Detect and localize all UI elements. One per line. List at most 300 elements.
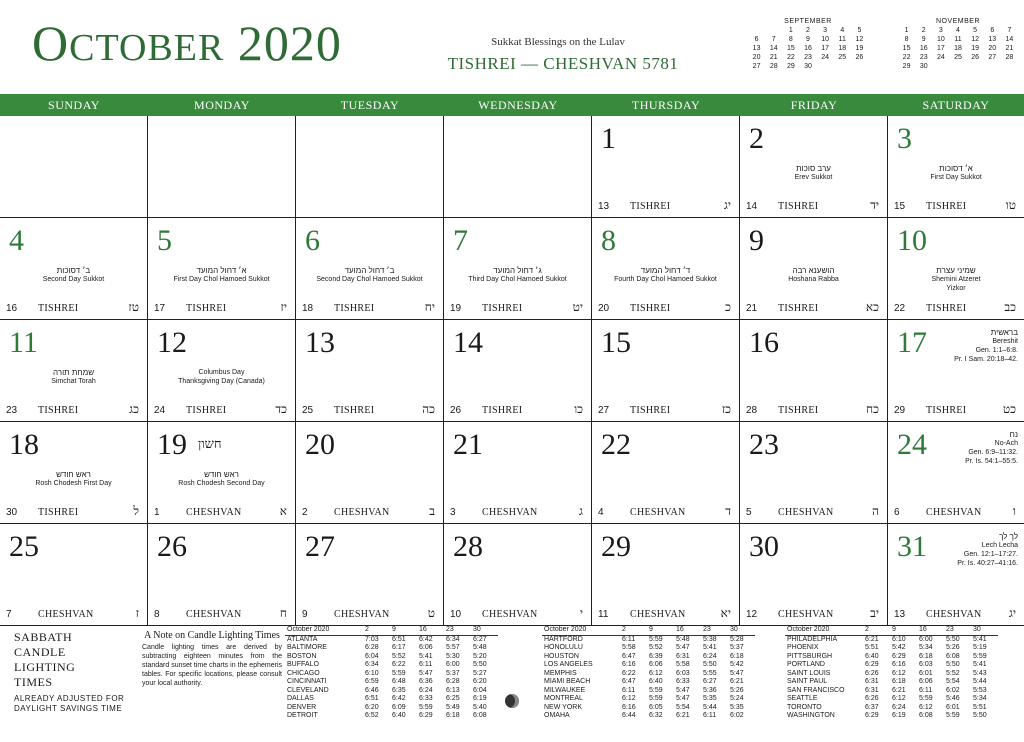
candle-time: 6:24 xyxy=(703,652,717,660)
hebrew-day-number: 14 xyxy=(746,201,758,212)
mini-calendar-title: SEPTEMBER xyxy=(784,18,832,25)
hebrew-day-letter: ג xyxy=(579,504,583,518)
candle-header-cell: 16 xyxy=(674,626,701,635)
hebrew-day-letter: כב xyxy=(1004,300,1016,314)
hebrew-day-number: 17 xyxy=(154,303,166,314)
day-cell[interactable] xyxy=(740,524,888,626)
hebrew-day-number: 4 xyxy=(598,507,604,518)
hebrew-day-number: 18 xyxy=(302,303,314,314)
event-hebrew: בראשית xyxy=(990,328,1018,337)
day-cell[interactable] xyxy=(148,320,296,422)
event-info xyxy=(4,368,143,386)
day-number: 8 xyxy=(601,224,616,257)
candle-time: 5:53 xyxy=(973,686,987,694)
hebrew-day-letter: יט xyxy=(572,300,583,314)
day-cell[interactable] xyxy=(592,320,740,422)
candle-time: 6:03 xyxy=(919,661,933,668)
mini-calendar-day: 20 xyxy=(752,54,761,61)
candle-time: 6:21 xyxy=(676,712,690,719)
weekday-bar xyxy=(0,94,1024,116)
city-name: MILWAUKEE xyxy=(544,686,586,694)
candle-table-row xyxy=(542,653,755,662)
candle-time: 6:29 xyxy=(892,652,906,660)
candle-time: 6:10 xyxy=(892,635,906,643)
candle-header-cell: 9 xyxy=(647,626,674,635)
day-cell[interactable] xyxy=(888,116,1024,218)
day-number: 27 xyxy=(305,530,335,563)
candle-table-row xyxy=(785,678,998,687)
day-cell[interactable] xyxy=(740,422,888,524)
mini-calendar-week xyxy=(898,35,1018,44)
mini-calendar-day: 6 xyxy=(990,27,995,34)
event-info xyxy=(300,266,439,284)
hebrew-month-name: CHESHVAN xyxy=(926,507,982,518)
day-cell[interactable] xyxy=(0,524,148,626)
day-cell[interactable] xyxy=(148,218,296,320)
city-name: PORTLAND xyxy=(787,661,825,668)
candle-time: 5:51 xyxy=(865,644,879,651)
candle-table-row xyxy=(542,678,755,687)
day-cell[interactable] xyxy=(740,320,888,422)
candle-time: 6:12 xyxy=(892,695,906,702)
city-name: TORONTO xyxy=(787,703,822,711)
candle-time: 6:44 xyxy=(622,712,636,719)
hebrew-day-number: 8 xyxy=(154,609,160,620)
mini-calendar-day: 7 xyxy=(1007,27,1012,34)
day-cell[interactable] xyxy=(592,524,740,626)
day-cell[interactable] xyxy=(888,320,1024,422)
hebrew-months: TISHREI — CHESHVAN 5781 xyxy=(447,54,679,73)
mini-calendar-day: 6 xyxy=(754,36,759,43)
candle-header-cell: 23 xyxy=(944,626,971,635)
city-name: LOS ANGELES xyxy=(544,661,593,668)
hebrew-day-number: 29 xyxy=(894,405,906,416)
hebrew-day-letter: כז xyxy=(721,402,731,416)
hebrew-month-name: CHESHVAN xyxy=(926,609,982,620)
candle-note-body: Candle lighting times are derived by subtracting eighteen minutes from the standard sunset time charts in the ephemeris tables. For specific locations, please consult your local authority. xyxy=(142,644,282,687)
hebrew-month-name: CHESHVAN xyxy=(630,609,686,620)
hebrew-date xyxy=(746,402,879,417)
hebrew-date xyxy=(302,300,435,315)
hebrew-month-name: CHESHVAN xyxy=(778,507,834,518)
city-name: DETROIT xyxy=(287,712,318,719)
candle-table-header xyxy=(285,626,498,635)
hebrew-day-letter: כט xyxy=(1002,402,1016,416)
candle-time: 5:35 xyxy=(703,695,717,702)
event-name: Columbus Day xyxy=(198,369,245,376)
candle-table-header xyxy=(542,626,755,635)
mini-calendar-week xyxy=(748,62,868,71)
hebrew-day-letter: ל xyxy=(133,504,139,518)
candle-time: 6:10 xyxy=(365,669,379,677)
candle-time: 6:16 xyxy=(622,661,636,668)
month-title xyxy=(32,14,342,72)
day-number: 17 xyxy=(897,326,927,359)
day-cell[interactable] xyxy=(592,422,740,524)
event-info xyxy=(744,266,883,284)
candle-time: 6:42 xyxy=(392,695,406,702)
day-number: 25 xyxy=(9,530,39,563)
day-cell[interactable] xyxy=(740,218,888,320)
sabbath-candle-box xyxy=(14,630,139,714)
hebrew-date xyxy=(598,198,731,213)
candle-note-title: A Note on Candle Lighting Times xyxy=(144,630,280,641)
mini-calendar-day: 25 xyxy=(954,54,962,61)
mini-calendar-day: 8 xyxy=(904,36,909,43)
day-number: 31 xyxy=(897,530,927,563)
event-info xyxy=(4,266,143,284)
candle-time: 5:19 xyxy=(973,644,987,651)
mini-calendar-day: 3 xyxy=(823,27,828,34)
mini-calendar-day: 11 xyxy=(838,36,846,43)
candle-time: 6:31 xyxy=(865,686,879,694)
candle-table-row xyxy=(285,712,498,721)
candle-time: 6:05 xyxy=(649,703,663,711)
day-cell[interactable] xyxy=(740,116,888,218)
event-hebrew: ג׳ דחול המועד xyxy=(493,266,542,275)
hebrew-month-name: CHESHVAN xyxy=(334,507,390,518)
day-number: 19 xyxy=(157,428,187,461)
day-cell[interactable] xyxy=(296,320,444,422)
day-cell[interactable] xyxy=(444,524,592,626)
hebrew-month-name: TISHREI xyxy=(778,201,819,212)
hebrew-day-letter: ח xyxy=(279,606,287,620)
candle-time: 5:48 xyxy=(473,644,487,651)
hebrew-day-number: 2 xyxy=(302,507,308,518)
candle-time: 5:48 xyxy=(676,635,690,643)
hebrew-month-name: CHESHVAN xyxy=(334,609,390,620)
candle-table-row xyxy=(542,670,755,679)
candle-header-cell: 16 xyxy=(417,626,444,635)
mini-calendar-day xyxy=(984,62,1001,71)
hebrew-day-number: 23 xyxy=(6,405,18,416)
title-initial: O xyxy=(32,15,70,71)
hebrew-month-name: TISHREI xyxy=(630,303,671,314)
candle-table-row xyxy=(285,653,498,662)
candle-time: 6:40 xyxy=(649,678,663,685)
hebrew-day-letter: כד xyxy=(275,402,287,416)
candle-time: 5:41 xyxy=(703,644,717,651)
candle-time: 5:34 xyxy=(919,644,933,651)
candle-time: 6:46 xyxy=(365,686,379,694)
candle-time: 6:11 xyxy=(622,635,636,643)
city-name: MIAMI BEACH xyxy=(544,678,591,685)
candle-time: 6:00 xyxy=(919,635,933,643)
hebrew-day-number: 30 xyxy=(6,507,18,518)
mini-calendar-day: 21 xyxy=(1005,45,1014,52)
event-detail: Pr. I Sam. 20:18–42. xyxy=(954,356,1018,363)
title-year: 2020 xyxy=(237,15,342,71)
candle-time: 6:18 xyxy=(446,712,460,719)
day-number: 15 xyxy=(601,326,631,359)
candle-time: 5:51 xyxy=(973,703,987,711)
candle-time: 5:36 xyxy=(703,686,717,694)
candle-time: 5:59 xyxy=(419,703,433,711)
day-cell[interactable] xyxy=(444,422,592,524)
day-cell[interactable] xyxy=(296,422,444,524)
event-name: Fourth Day Chol Hamoed Sukkot xyxy=(614,276,717,283)
event-name: Second Day Chol Hamoed Sukkot xyxy=(316,276,423,283)
hebrew-date xyxy=(450,504,583,519)
mini-calendar-day: 12 xyxy=(971,36,980,43)
candle-time: 6:20 xyxy=(365,703,379,711)
hebrew-date xyxy=(598,606,731,621)
candle-time: 6:22 xyxy=(392,661,406,668)
candle-table-row xyxy=(542,644,755,653)
event-detail: Gen. 6:9–11:32. xyxy=(968,449,1018,456)
candle-time: 6:12 xyxy=(649,669,663,677)
mini-calendar-day xyxy=(834,62,851,71)
candle-table-row xyxy=(285,635,498,644)
mini-calendar-day: 29 xyxy=(786,63,795,70)
candle-table-row xyxy=(542,695,755,704)
candle-table-row xyxy=(785,712,998,721)
mini-calendar-day xyxy=(1001,62,1018,71)
candle-table-row xyxy=(542,712,755,721)
candle-time: 6:18 xyxy=(919,652,933,660)
candle-time: 6:26 xyxy=(865,669,879,677)
day-number: 24 xyxy=(897,428,927,461)
mini-calendar-day: 11 xyxy=(954,36,962,43)
day-cell[interactable] xyxy=(444,320,592,422)
candle-time: 5:42 xyxy=(730,661,744,668)
day-cell[interactable] xyxy=(148,422,296,524)
candle-lighting-section xyxy=(0,626,1024,742)
candle-time: 6:29 xyxy=(865,661,879,668)
hebrew-date xyxy=(894,402,1016,417)
candle-time: 6:52 xyxy=(365,712,379,719)
candle-time: 6:48 xyxy=(392,678,406,685)
candle-time: 6:31 xyxy=(676,652,690,660)
candle-time: 6:01 xyxy=(919,669,933,677)
hebrew-day-letter: ז xyxy=(135,606,139,620)
candle-time: 6:28 xyxy=(446,678,460,685)
hebrew-month-name: TISHREI xyxy=(778,405,819,416)
candle-header-cell: 9 xyxy=(390,626,417,635)
empty-day-cell xyxy=(444,116,592,218)
event-name: Rosh Chodesh Second Day xyxy=(178,480,265,487)
candle-table-row xyxy=(542,704,755,713)
candle-header-cell: October 2020 xyxy=(285,626,363,635)
mini-calendar-day: 18 xyxy=(954,45,962,52)
candle-time: 5:47 xyxy=(419,669,433,677)
mini-calendar-week xyxy=(748,53,868,62)
day-cell[interactable] xyxy=(592,116,740,218)
event-hebrew: ערב סוכות xyxy=(796,164,831,173)
hebrew-day-number: 25 xyxy=(302,405,314,416)
day-cell[interactable] xyxy=(296,524,444,626)
candle-time: 6:18 xyxy=(730,652,744,660)
hebrew-day-number: 20 xyxy=(598,303,610,314)
candle-time: 5:28 xyxy=(730,635,744,643)
event-info xyxy=(892,164,1020,182)
day-cell[interactable] xyxy=(0,218,148,320)
candle-table-row xyxy=(285,678,498,687)
candle-time: 5:35 xyxy=(730,703,744,711)
hebrew-day-letter: יח xyxy=(424,300,435,314)
hebrew-month-name: TISHREI xyxy=(38,507,79,518)
candle-time: 6:47 xyxy=(622,678,636,685)
candle-time: 6:02 xyxy=(730,712,744,719)
candle-time: 6:21 xyxy=(730,678,744,685)
candle-time: 6:11 xyxy=(622,686,636,694)
candle-table-row xyxy=(542,635,755,644)
hebrew-date xyxy=(154,300,287,315)
day-cell[interactable] xyxy=(888,422,1024,524)
event-name: Hoshana Rabba xyxy=(788,276,839,283)
mini-calendar-week xyxy=(748,35,868,44)
candle-time: 6:00 xyxy=(446,661,460,668)
candle-time: 6:01 xyxy=(946,703,960,711)
empty-day-cell xyxy=(296,116,444,218)
candle-time: 5:38 xyxy=(703,635,717,643)
hebrew-day-number: 16 xyxy=(6,303,18,314)
candle-time: 6:42 xyxy=(419,635,433,643)
candle-time: 5:59 xyxy=(649,695,663,702)
event-name: First Day Sukkot xyxy=(930,174,982,181)
mini-calendar-day: 10 xyxy=(821,36,830,43)
hebrew-month-name: CHESHVAN xyxy=(186,609,242,620)
day-number: 21 xyxy=(453,428,483,461)
candle-time: 5:47 xyxy=(676,695,690,702)
mini-calendar-day: 3 xyxy=(938,27,943,34)
event-hebrew: ד׳ דחול המועד xyxy=(640,266,691,275)
candle-table xyxy=(285,626,498,721)
mini-calendar-day: 24 xyxy=(821,54,830,61)
candle-table-row xyxy=(542,661,755,670)
weekday-tuesday: TUESDAY xyxy=(340,98,400,112)
hebrew-day-letter: טז xyxy=(128,300,139,314)
hebrew-day-number: 27 xyxy=(598,405,610,416)
hebrew-day-letter: יג xyxy=(1008,606,1016,620)
hebrew-month-name: TISHREI xyxy=(778,303,819,314)
mini-calendar-table xyxy=(748,26,868,71)
hebrew-date xyxy=(154,402,287,417)
day-cell[interactable] xyxy=(592,218,740,320)
day-number: 16 xyxy=(749,326,779,359)
day-cell[interactable] xyxy=(296,218,444,320)
candle-header-cell: 2 xyxy=(620,626,647,635)
day-number: 22 xyxy=(601,428,631,461)
hebrew-date xyxy=(450,300,583,315)
day-number: 6 xyxy=(305,224,320,257)
event-hebrew: שמחת תורה xyxy=(52,368,95,377)
mini-calendar-day: 27 xyxy=(752,63,761,70)
hebrew-month-name: TISHREI xyxy=(334,303,375,314)
event-hebrew: ב׳ דסוכות xyxy=(56,266,91,275)
candle-time: 6:35 xyxy=(392,686,406,694)
candle-time: 5:54 xyxy=(946,678,960,685)
mini-calendar-day: 23 xyxy=(804,54,812,61)
day-cell[interactable] xyxy=(0,320,148,422)
hebrew-month-name: CHESHVAN xyxy=(186,507,242,518)
city-name: WASHINGTON xyxy=(787,712,835,719)
hebrew-day-number: 9 xyxy=(302,609,308,620)
candle-time: 5:47 xyxy=(730,669,744,677)
mini-calendar-day: 26 xyxy=(971,54,980,61)
hebrew-day-number: 7 xyxy=(6,609,12,620)
hebrew-day-letter: כא xyxy=(865,300,879,314)
hebrew-date xyxy=(894,504,1016,519)
hebrew-day-number: 10 xyxy=(450,609,462,620)
city-name: SAN FRANCISCO xyxy=(787,686,845,694)
event-info xyxy=(892,266,1020,293)
event-name: Lech Lecha xyxy=(981,542,1018,549)
candle-table-row xyxy=(285,644,498,653)
event-name: Bereshit xyxy=(992,338,1018,345)
hebrew-day-number: 22 xyxy=(894,303,906,314)
weekday-saturday: SATURDAY xyxy=(922,98,990,112)
hebrew-date xyxy=(894,198,1016,213)
mini-calendar-day: 16 xyxy=(919,45,928,52)
candle-time: 6:27 xyxy=(473,635,487,643)
mini-calendar-day: 14 xyxy=(769,45,778,52)
mini-calendar-day: 22 xyxy=(902,54,911,61)
empty-day-cell xyxy=(148,116,296,218)
candle-time: 5:41 xyxy=(973,635,987,643)
event-name: Erev Sukkot xyxy=(794,174,833,181)
candle-time: 6:31 xyxy=(865,678,879,685)
mini-calendar-november xyxy=(898,18,1018,71)
event-hebrew: א׳ דחול המועד xyxy=(196,266,247,275)
candle-time: 6:04 xyxy=(365,652,379,660)
hebrew-day-letter: יא xyxy=(720,606,731,620)
city-name: DALLAS xyxy=(287,695,314,702)
candle-time: 5:27 xyxy=(473,669,487,677)
hebrew-day-letter: טו xyxy=(1005,198,1016,212)
day-number: 26 xyxy=(157,530,187,563)
candle-time: 5:50 xyxy=(946,661,960,668)
hebrew-day-letter: כו xyxy=(574,402,583,416)
candle-note xyxy=(142,630,282,688)
day-number: 2 xyxy=(749,122,764,155)
mini-calendar-day: 17 xyxy=(936,45,945,52)
moon-icon xyxy=(505,694,519,708)
city-name: MEMPHIS xyxy=(544,669,577,677)
city-name: HONOLULU xyxy=(544,644,583,651)
hebrew-month-name: TISHREI xyxy=(482,303,523,314)
hebrew-day-letter: ה xyxy=(872,504,879,518)
hebrew-month-name: TISHREI xyxy=(334,405,375,416)
hebrew-day-letter: יד xyxy=(870,198,879,212)
day-cell[interactable] xyxy=(888,218,1024,320)
candle-time: 5:50 xyxy=(473,661,487,668)
hebrew-day-number: 24 xyxy=(154,405,166,416)
mini-calendar-day xyxy=(748,26,765,35)
candle-time: 6:28 xyxy=(365,644,379,651)
candle-time: 5:42 xyxy=(892,644,906,651)
mini-calendar-day: 21 xyxy=(769,54,778,61)
event-info xyxy=(152,470,291,488)
day-cell[interactable] xyxy=(888,524,1024,626)
day-cell[interactable] xyxy=(0,422,148,524)
event-info xyxy=(152,266,291,284)
mini-calendar-day: 14 xyxy=(1005,36,1014,43)
hebrew-day-letter: א xyxy=(279,504,287,518)
day-cell[interactable] xyxy=(148,524,296,626)
mini-calendar-day xyxy=(932,62,949,71)
day-cell[interactable] xyxy=(444,218,592,320)
candle-time: 5:58 xyxy=(676,661,690,668)
event-detail: Gen. 1:1–6:8. xyxy=(975,347,1018,354)
candle-time: 6:21 xyxy=(892,686,906,694)
mini-calendar-day: 2 xyxy=(921,27,926,34)
candle-table-row xyxy=(542,687,755,696)
candle-time: 6:26 xyxy=(865,695,879,702)
candle-time: 6:03 xyxy=(676,669,690,677)
mini-calendar-day xyxy=(949,62,966,71)
hebrew-day-letter: יז xyxy=(280,300,287,314)
